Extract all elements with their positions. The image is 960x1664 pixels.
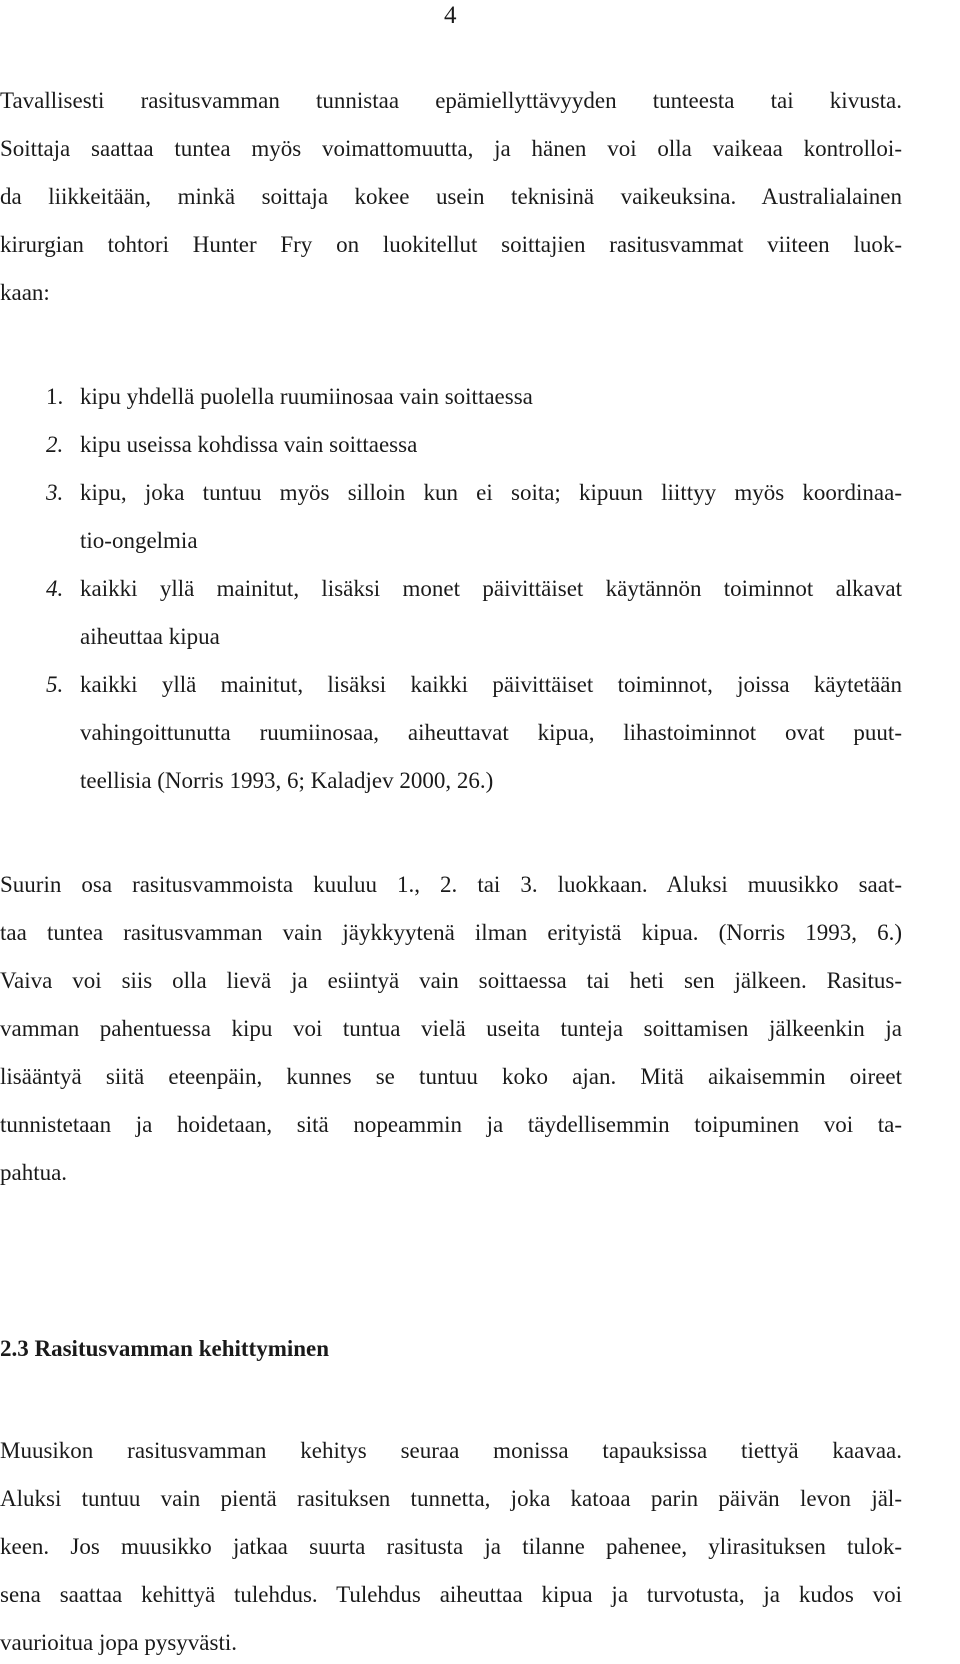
text-line: tunnistetaan ja hoidetaan, sitä nopeammin ja täydellisemmin toipuminen voi ta- — [0, 1112, 902, 1137]
text-line: lisääntyä siitä eteenpäin, kunnes se tuntuu koko ajan. Mitä aikaisemmin oireet — [0, 1064, 902, 1089]
list-number: 4. — [46, 576, 64, 601]
text-line: da liikkeitään, minkä soittaja kokee usein teknisinä vaikeuksina. Australialainen — [0, 184, 902, 209]
text-line: Suurin osa rasitusvammoista kuuluu 1., 2. tai 3. luokkaan. Aluksi muusikko saat- — [0, 872, 902, 897]
text-line: Aluksi tuntuu vain pientä rasituksen tunnetta, joka katoaa parin päivän levon jäl- — [0, 1486, 902, 1511]
list-item-text: tio-ongelmia — [80, 528, 198, 553]
list-item-text: vahingoittunutta ruumiinosaa, aiheuttavat kipua, lihastoiminnot ovat puut- — [80, 720, 902, 745]
page-number: 4 — [444, 2, 457, 29]
text-line: Soittaja saattaa tuntea myös voimattomuutta, ja hänen voi olla vaikeaa kontrolloi- — [0, 136, 902, 161]
text-line: Tavallisesti rasitusvamman tunnistaa epämiellyttävyyden tunteesta tai kivusta. — [0, 88, 902, 113]
text-line: kaan: — [0, 280, 50, 305]
text-line: vaurioitua jopa pysyvästi. — [0, 1630, 237, 1655]
list-number: 1. — [46, 384, 64, 409]
list-number: 5. — [46, 672, 64, 697]
text-line: sena saattaa kehittyä tulehdus. Tulehdus aiheuttaa kipua ja turvotusta, ja kudos voi — [0, 1582, 902, 1607]
text-line: pahtua. — [0, 1160, 68, 1185]
list-item-text: kipu yhdellä puolella ruumiinosaa vain soittaessa — [80, 384, 533, 409]
text-line: taa tuntea rasitusvamman vain jäykkyytenä ilman erityistä kipua. (Norris 1993, 6.) — [0, 920, 902, 945]
list-item-text: teellisia (Norris 1993, 6; Kaladjev 2000, 26.) — [80, 768, 494, 793]
text-line: vamman pahentuessa kipu voi tuntua vielä useita tunteja soittamisen jälkeenkin ja — [0, 1016, 902, 1041]
text-line: Muusikon rasitusvamman kehitys seuraa monissa tapauksissa tiettyä kaavaa. — [0, 1438, 902, 1463]
text-line: kirurgian tohtori Hunter Fry on luokitellut soittajien rasitusvammat viiteen luok- — [0, 232, 902, 257]
text-line: keen. Jos muusikko jatkaa suurta rasitusta ja tilanne pahenee, ylirasituksen tulok- — [0, 1534, 902, 1559]
list-number: 3. — [46, 480, 64, 505]
list-item-text: kipu useissa kohdissa vain soittaessa — [80, 432, 418, 457]
list-item-text: kipu, joka tuntuu myös silloin kun ei soita; kipuun liittyy myös koordinaa- — [80, 480, 902, 505]
list-item-text: aiheuttaa kipua — [80, 624, 220, 649]
section-heading: 2.3 Rasitusvamman kehittyminen — [0, 1336, 330, 1361]
list-number: 2. — [46, 432, 64, 457]
list-item-text: kaikki yllä mainitut, lisäksi monet päivittäiset käytännön toiminnot alkavat — [80, 576, 902, 601]
list-item-text: kaikki yllä mainitut, lisäksi kaikki päivittäiset toiminnot, joissa käytetään — [80, 672, 902, 697]
text-line: Vaiva voi siis olla lievä ja esiintyä vain soittaessa tai heti sen jälkeen. Rasitus- — [0, 968, 902, 993]
